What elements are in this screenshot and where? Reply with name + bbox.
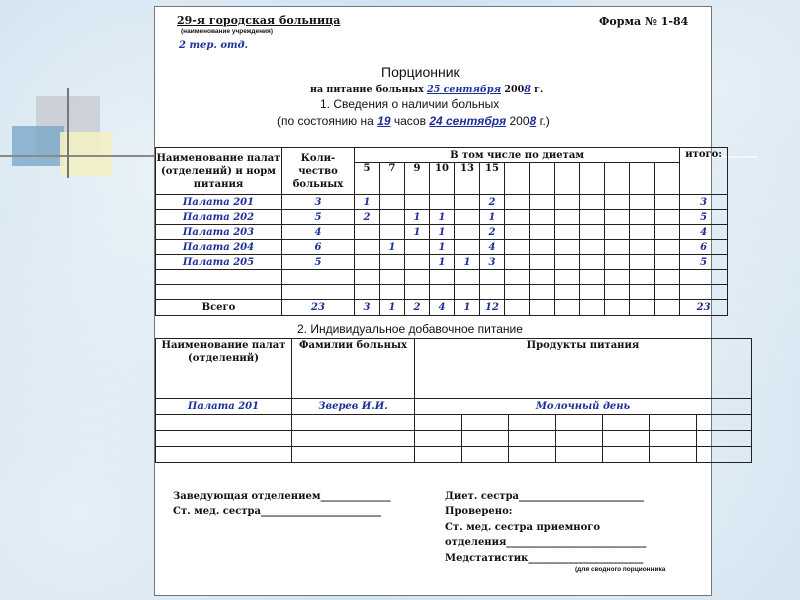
- diet-count: [655, 195, 680, 210]
- diet-count: 1: [430, 255, 455, 270]
- sig-senior-nurse: Ст. мед. сестра________________________: [173, 506, 382, 517]
- diet-count: 2: [355, 210, 380, 225]
- diet-count: [430, 195, 455, 210]
- diet-count: 1: [355, 195, 380, 210]
- diet-count: 1: [380, 300, 405, 316]
- diet-count: [480, 270, 505, 285]
- diet-header: 7: [380, 163, 405, 195]
- diet-count: [530, 300, 555, 316]
- diet-header: [655, 163, 680, 195]
- diet-count: 1: [405, 225, 430, 240]
- diet-header: [530, 163, 555, 195]
- diet-count: [630, 195, 655, 210]
- diet-count: 1: [430, 240, 455, 255]
- diet-count: [555, 285, 580, 300]
- diet-count: [380, 270, 405, 285]
- patient-count: [282, 285, 355, 300]
- diet-count: [655, 300, 680, 316]
- diet-header: [505, 163, 530, 195]
- diet-count: [380, 285, 405, 300]
- diet-count: [480, 285, 505, 300]
- row-total: [680, 285, 728, 300]
- diet-count: [405, 285, 430, 300]
- diet-count: [605, 240, 630, 255]
- diet-count: [605, 285, 630, 300]
- diet-count: [455, 285, 480, 300]
- table-total-row: [156, 300, 728, 316]
- diet-count: [455, 210, 480, 225]
- diet-header: [555, 163, 580, 195]
- additional-food-table: [155, 338, 752, 463]
- diet-count: [505, 195, 530, 210]
- ward-name: Палата 204: [156, 240, 282, 255]
- col-header-total: итого:: [680, 148, 728, 195]
- diet-count: [555, 210, 580, 225]
- sig-admission-dept: отделения____________________________: [445, 537, 647, 548]
- diet-count: 1: [430, 225, 455, 240]
- diet-count: [605, 255, 630, 270]
- diet-count: 3: [480, 255, 505, 270]
- diet-count: [530, 225, 555, 240]
- title-line: на питание больных 25 сентября 2008 г.: [310, 84, 544, 95]
- row-total: 5: [680, 210, 728, 225]
- diet-count: 1: [455, 255, 480, 270]
- diet-header: 5: [355, 163, 380, 195]
- form-number: Форма № 1-84: [599, 15, 689, 28]
- patient-count: 6: [282, 240, 355, 255]
- diet-count: [380, 210, 405, 225]
- title-date: 25 сентября: [427, 84, 502, 95]
- diet-count: [655, 225, 680, 240]
- diet-count: [355, 225, 380, 240]
- diet-header: 13: [455, 163, 480, 195]
- diet-count: 1: [430, 210, 455, 225]
- diet-count: [380, 255, 405, 270]
- diet-count: [405, 195, 430, 210]
- diet-header: [605, 163, 630, 195]
- ward-name: [156, 270, 282, 285]
- diet-count: [555, 255, 580, 270]
- diet-count: [505, 255, 530, 270]
- diet-count: [555, 270, 580, 285]
- sig-checked: Проверено:: [445, 506, 513, 517]
- diet-count: [530, 195, 555, 210]
- form-sheet: [154, 6, 722, 596]
- ward-name: Всего: [156, 300, 282, 316]
- diet-count: 12: [480, 300, 505, 316]
- page-title: Порционник: [381, 64, 460, 80]
- diet-count: [530, 270, 555, 285]
- diet-count: [555, 240, 580, 255]
- t2-patient: Зверев И.И.: [292, 399, 415, 415]
- diet-count: [505, 285, 530, 300]
- diet-count: [605, 195, 630, 210]
- sig-statistician-caption: (для сводного порционника: [575, 566, 666, 573]
- decor-line-vertical: [67, 88, 69, 178]
- diet-count: [455, 270, 480, 285]
- diet-count: [405, 240, 430, 255]
- diet-count: [605, 270, 630, 285]
- ward-name: Палата 203: [156, 225, 282, 240]
- diet-count: [605, 300, 630, 316]
- patient-count: 5: [282, 255, 355, 270]
- row-total: 23: [680, 300, 728, 316]
- diet-header: [580, 163, 605, 195]
- ward-name: Палата 205: [156, 255, 282, 270]
- diet-count: [530, 240, 555, 255]
- table-row: [156, 225, 728, 240]
- t2-header-surnames: Фамилии больных: [292, 339, 415, 399]
- diet-count: [630, 240, 655, 255]
- diet-count: [555, 300, 580, 316]
- row-total: 5: [680, 255, 728, 270]
- diet-count: 2: [405, 300, 430, 316]
- diet-count: [580, 195, 605, 210]
- institution-name: 29-я городская больница: [177, 14, 341, 27]
- diet-count: [380, 225, 405, 240]
- section1-heading: 1. Сведения о наличии больных: [320, 97, 500, 111]
- diet-count: 3: [355, 300, 380, 316]
- row-total: 6: [680, 240, 728, 255]
- diet-count: [405, 270, 430, 285]
- section2-heading: 2. Индивидуальное добавочное питание: [297, 322, 523, 336]
- institution-caption: (наименование учреждения): [181, 28, 274, 35]
- patient-count: [282, 270, 355, 285]
- diet-count: [355, 255, 380, 270]
- diet-count: [405, 255, 430, 270]
- decor-square-blue: [12, 126, 64, 166]
- section1-status: (по состоянию на 19 часов 24 сентября 2008 г.): [277, 114, 550, 128]
- ward-name: [156, 285, 282, 300]
- diet-header: 10: [430, 163, 455, 195]
- ward-name: Палата 202: [156, 210, 282, 225]
- t2-header-products: Продукты питания: [415, 339, 752, 399]
- diet-count: [505, 210, 530, 225]
- table-row: [156, 210, 728, 225]
- diet-count: [580, 210, 605, 225]
- t2-ward: Палата 201: [156, 399, 292, 415]
- diet-count: [630, 300, 655, 316]
- diet-count: [655, 240, 680, 255]
- t2-header-ward: Наименование палат (отделений): [156, 339, 292, 399]
- diet-count: 2: [480, 225, 505, 240]
- diet-count: 1: [380, 240, 405, 255]
- diet-header: [630, 163, 655, 195]
- diet-count: 2: [480, 195, 505, 210]
- row-total: 3: [680, 195, 728, 210]
- diet-count: [530, 210, 555, 225]
- patients-table: [155, 147, 728, 316]
- table-row: [156, 285, 728, 300]
- diet-count: [655, 255, 680, 270]
- diet-header: 9: [405, 163, 430, 195]
- diet-count: 4: [430, 300, 455, 316]
- department-name: 2 тер. отд.: [179, 40, 249, 51]
- decor-line-horizontal: [0, 155, 154, 157]
- diet-count: [380, 195, 405, 210]
- diet-count: [505, 240, 530, 255]
- diet-count: [455, 240, 480, 255]
- diet-count: [530, 285, 555, 300]
- col-header-count: Коли-чество больных: [282, 148, 355, 195]
- diet-count: [355, 270, 380, 285]
- diet-count: 1: [405, 210, 430, 225]
- diet-count: [430, 285, 455, 300]
- sig-head-of-department: Заведующая отделением______________: [173, 491, 391, 502]
- row-total: [680, 270, 728, 285]
- sig-diet-nurse: Диет. сестра_________________________: [445, 491, 645, 502]
- diet-count: [630, 255, 655, 270]
- patient-count: 23: [282, 300, 355, 316]
- diet-count: [555, 195, 580, 210]
- col-header-diets: В том числе по диетам: [355, 148, 680, 163]
- diet-count: [555, 225, 580, 240]
- diet-count: [655, 270, 680, 285]
- diet-count: 1: [455, 300, 480, 316]
- diet-count: 1: [480, 210, 505, 225]
- diet-count: [655, 285, 680, 300]
- table-row: [156, 195, 728, 210]
- diet-count: [580, 255, 605, 270]
- sig-statistician: Медстатистик_______________________: [445, 553, 644, 564]
- patient-count: 3: [282, 195, 355, 210]
- diet-count: [655, 210, 680, 225]
- table-row: [156, 255, 728, 270]
- t2-product: Молочный день: [415, 399, 752, 415]
- diet-count: [530, 255, 555, 270]
- diet-count: [355, 240, 380, 255]
- diet-count: [605, 225, 630, 240]
- diet-count: [455, 225, 480, 240]
- diet-count: [505, 270, 530, 285]
- diet-count: [580, 225, 605, 240]
- diet-count: [430, 270, 455, 285]
- diet-count: [580, 270, 605, 285]
- diet-count: [505, 300, 530, 316]
- diet-count: [355, 285, 380, 300]
- ward-name: Палата 201: [156, 195, 282, 210]
- diet-header: 15: [480, 163, 505, 195]
- diet-count: [505, 225, 530, 240]
- diet-count: [630, 285, 655, 300]
- table-row: [156, 270, 728, 285]
- patient-count: 5: [282, 210, 355, 225]
- diet-count: [455, 195, 480, 210]
- diet-count: [630, 225, 655, 240]
- table-row: [156, 240, 728, 255]
- diet-count: [630, 270, 655, 285]
- diet-count: [605, 210, 630, 225]
- diet-count: [630, 210, 655, 225]
- diet-count: 4: [480, 240, 505, 255]
- diet-count: [580, 285, 605, 300]
- row-total: 4: [680, 225, 728, 240]
- diet-count: [580, 300, 605, 316]
- patient-count: 4: [282, 225, 355, 240]
- col-header-ward: Наименование палат (отделений) и норм питания: [156, 148, 282, 195]
- diet-count: [580, 240, 605, 255]
- sig-admission-nurse: Ст. мед. сестра приемного: [445, 522, 601, 533]
